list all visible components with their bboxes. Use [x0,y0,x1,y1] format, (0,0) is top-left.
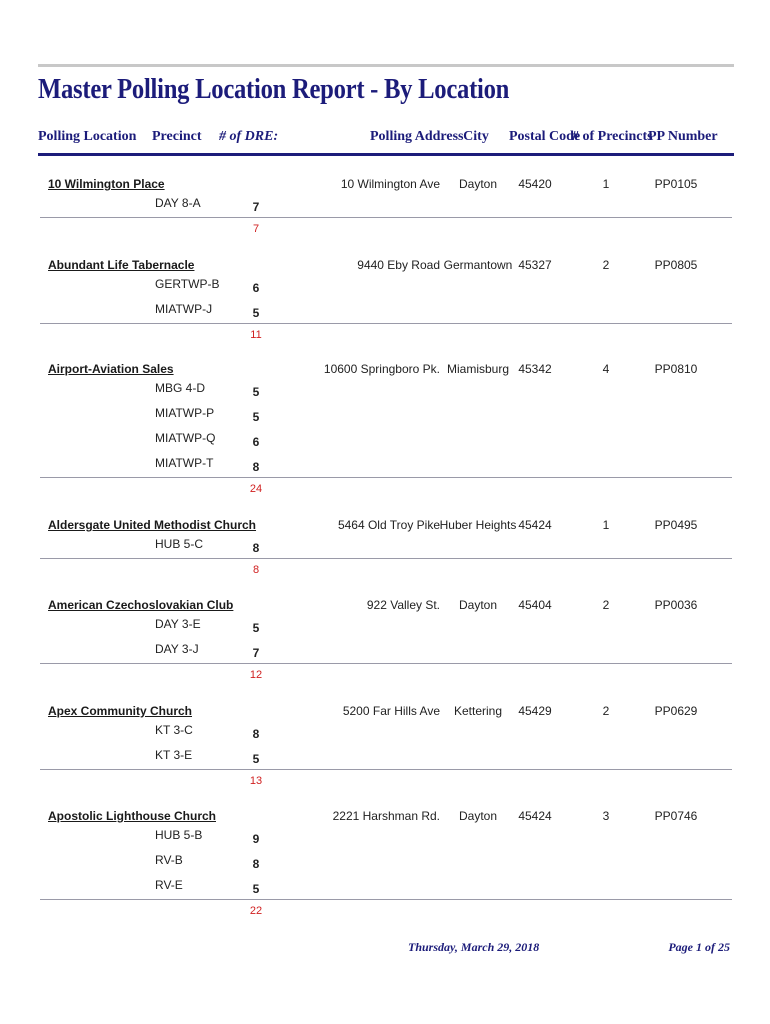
precinct-dre-count: 7 [252,646,260,660]
location-pp-number: PP0746 [654,809,698,823]
precinct-code: MBG 4-D [155,381,206,395]
precinct-code: MIATWP-Q [155,431,216,445]
location-address: 5200 Far Hills Ave [342,704,440,718]
col-num-precincts: # of Precincts [572,129,653,144]
col-polling-location: Polling Location [38,129,137,144]
location-dre-total: 12 [249,669,263,681]
location-city: Germantown [443,258,513,272]
precinct-dre-count: 5 [252,306,260,320]
precinct-dre-count: 8 [252,460,260,474]
location-postal-code: 45420 [518,177,552,191]
location-precinct-count: 2 [602,258,610,272]
precinct-dre-count: 5 [252,882,260,896]
location-name: Aldersgate United Methodist Church [48,518,257,532]
location-city: Huber Heights [439,518,517,532]
col-polling-address: Polling Address [370,129,464,144]
location-precinct-count: 4 [602,362,610,376]
precinct-dre-count: 8 [252,541,260,555]
header-rule [38,153,734,156]
location-dre-total: 11 [250,329,262,341]
location-address: 5464 Old Troy Pike [337,518,440,532]
location-name: Airport-Aviation Sales [48,362,174,376]
block-separator [40,899,732,900]
location-city: Dayton [458,177,498,191]
location-pp-number: PP0805 [654,258,698,272]
location-city: Miamisburg [446,362,510,376]
location-name: Apex Community Church [48,704,193,718]
precinct-dre-count: 6 [252,435,260,449]
precinct-dre-count: 5 [252,752,260,766]
location-postal-code: 45327 [518,258,552,272]
precinct-code: KT 3-E [155,748,193,762]
location-pp-number: PP0105 [654,177,698,191]
block-separator [40,217,732,218]
location-city: Dayton [458,598,498,612]
precinct-dre-count: 8 [252,727,260,741]
location-postal-code: 45424 [518,809,552,823]
location-address: 10600 Springboro Pk. [323,362,440,376]
col-city: City [463,129,489,144]
footer-date: Thursday, March 29, 2018 [408,940,540,954]
location-pp-number: PP0036 [654,598,698,612]
precinct-code: MIATWP-P [155,406,215,420]
block-separator [40,663,732,664]
precinct-dre-count: 9 [252,832,260,846]
location-name: American Czechoslovakian Club [48,598,234,612]
top-rule [38,64,734,67]
location-pp-number: PP0810 [654,362,698,376]
location-precinct-count: 3 [602,809,610,823]
precinct-code: HUB 5-C [155,537,204,551]
location-name: 10 Wilmington Place [48,177,165,191]
location-precinct-count: 2 [602,704,610,718]
block-separator [40,477,732,478]
footer-page-number: Page 1 of 25 [668,940,730,954]
precinct-code: DAY 3-J [155,642,199,656]
location-dre-total: 13 [249,775,263,787]
precinct-dre-count: 5 [252,410,260,424]
location-address: 10 Wilmington Ave [340,177,440,191]
precinct-dre-count: 5 [252,385,260,399]
location-dre-total: 22 [249,905,263,917]
precinct-code: MIATWP-J [155,302,213,316]
col-postal-code: Postal Code [509,129,581,144]
location-address: 9440 Eby Road [357,258,440,272]
precinct-code: DAY 3-E [155,617,201,631]
precinct-code: MIATWP-T [155,456,214,470]
location-name: Abundant Life Tabernacle [48,258,195,272]
block-separator [40,558,732,559]
col-pp-number: PP Number [648,129,718,144]
precinct-dre-count: 7 [252,200,260,214]
precinct-dre-count: 8 [252,857,260,871]
precinct-code: HUB 5-B [155,828,203,842]
report-title: Master Polling Location Report - By Location [38,74,510,105]
block-separator [40,769,732,770]
location-pp-number: PP0629 [654,704,698,718]
col-precinct: Precinct [152,129,202,144]
location-postal-code: 45404 [518,598,552,612]
location-name: Apostolic Lighthouse Church [48,809,216,823]
location-address: 922 Valley St. [366,598,440,612]
precinct-code: DAY 8-A [155,196,201,210]
location-precinct-count: 1 [602,518,610,532]
location-dre-total: 8 [252,564,260,576]
col-dre: # of DRE: [219,129,279,144]
precinct-code: RV-E [155,878,183,892]
location-precinct-count: 2 [602,598,610,612]
location-city: Dayton [458,809,498,823]
location-pp-number: PP0495 [654,518,698,532]
block-separator [40,323,732,324]
location-address: 2221 Harshman Rd. [332,809,440,823]
precinct-dre-count: 6 [252,281,260,295]
location-postal-code: 45342 [518,362,552,376]
location-precinct-count: 1 [602,177,610,191]
precinct-code: RV-B [155,853,183,867]
location-postal-code: 45429 [518,704,552,718]
precinct-code: GERTWP-B [155,277,220,291]
location-city: Kettering [453,704,503,718]
location-postal-code: 45424 [518,518,552,532]
precinct-code: KT 3-C [155,723,193,737]
location-dre-total: 24 [249,483,263,495]
location-dre-total: 7 [252,223,260,235]
precinct-dre-count: 5 [252,621,260,635]
